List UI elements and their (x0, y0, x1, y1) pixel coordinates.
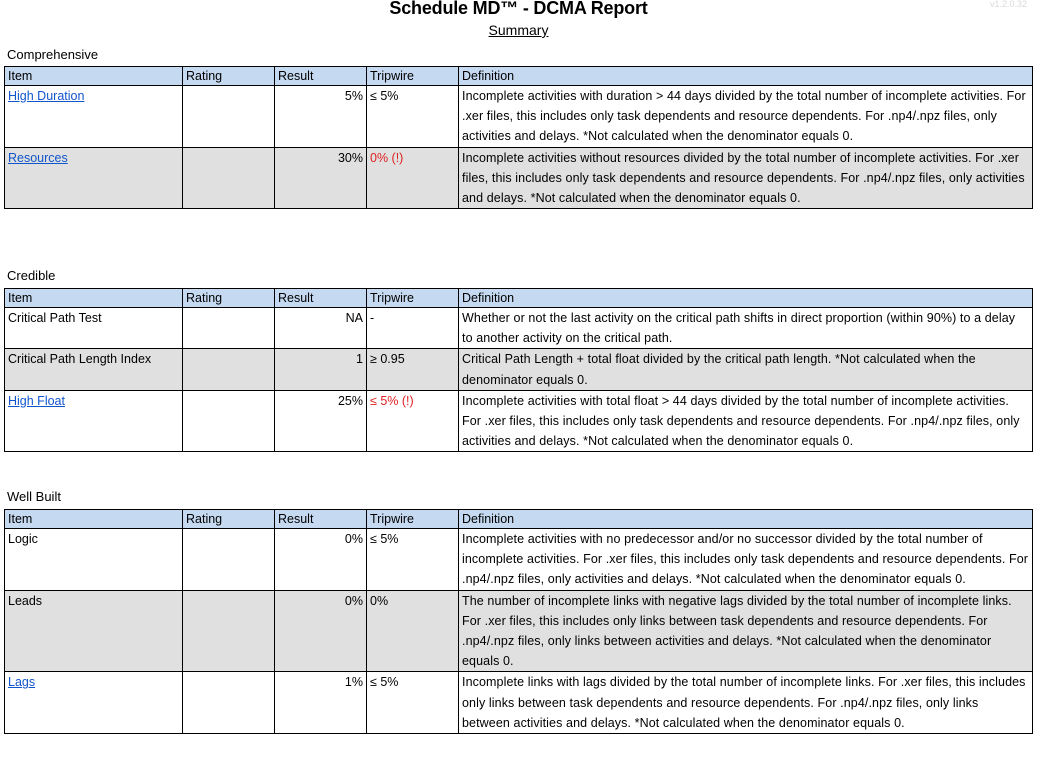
result-cell: 1% (275, 672, 367, 734)
result-cell: 5% (275, 86, 367, 148)
definition-cell: Incomplete activities without resources divided by the total number of incomplete activities. For .xer files, this includes only task dependents and resource dependents. For .np4/.npz files, only activities and delays. *Not calculated when the denominator equals 0. (459, 147, 1033, 209)
table-row (5, 349, 1033, 390)
table-row (5, 308, 1033, 349)
table-header-row (5, 67, 1033, 86)
table-header-row (5, 289, 1033, 308)
rating-cell (183, 147, 275, 209)
version-label: v1.2.0.32 (989, 0, 1027, 9)
table-row (5, 672, 1033, 734)
rating-cell (183, 308, 275, 349)
report-subtitle (0, 22, 1037, 38)
header-item: Item (5, 289, 183, 308)
section-label-well-built: Well Built (7, 489, 61, 504)
header-rating: Rating (183, 67, 275, 86)
header-tripwire: Tripwire (367, 289, 459, 308)
item-cell: Critical Path Length Index (5, 349, 183, 390)
definition-cell: Incomplete activities with duration > 44 days divided by the total number of incomplete activities. For .xer files, this includes only task dependents and resource dependents. For .np4/.npz files, only activities and delays. *Not calculated when the denominator equals 0. (459, 86, 1033, 148)
tripwire-cell: ≤ 5% (!) (367, 390, 459, 452)
header-definition: Definition (459, 289, 1033, 308)
well-built-table (4, 509, 1033, 734)
credible-table (4, 288, 1033, 452)
item-cell (5, 390, 183, 452)
table-row (5, 590, 1033, 672)
rating-cell (183, 349, 275, 390)
item-cell (5, 672, 183, 734)
result-cell: NA (275, 308, 367, 349)
header-definition: Definition (459, 510, 1033, 529)
rating-cell (183, 590, 275, 672)
result-cell: 1 (275, 349, 367, 390)
section-label-credible: Credible (7, 268, 56, 283)
tripwire-cell: ≤ 5% (367, 86, 459, 148)
header-item: Item (5, 67, 183, 86)
tripwire-cell: ≥ 0.95 (367, 349, 459, 390)
tripwire-cell: 0% (!) (367, 147, 459, 209)
high-duration-link[interactable]: High Duration (8, 89, 85, 103)
definition-cell: Incomplete links with lags divided by the total number of incomplete links. For .xer files, this includes only links between task dependents and resource dependents. For .np4/.npz files, only links between activities and delays. *Not calculated when the denominator equals 0. (459, 672, 1033, 734)
item-cell: Leads (5, 590, 183, 672)
header-result: Result (275, 510, 367, 529)
result-cell: 0% (275, 529, 367, 591)
rating-cell (183, 390, 275, 452)
subtitle-text: Summary (488, 22, 549, 38)
tripwire-cell: 0% (367, 590, 459, 672)
item-cell (5, 147, 183, 209)
header-result: Result (275, 289, 367, 308)
tripwire-cell: ≤ 5% (367, 672, 459, 734)
definition-cell: The number of incomplete links with negative lags divided by the total number of incomplete links. For .xer files, this includes only links between task dependents and resource dependents. For .np4/.npz files, only links between activities and delays. *Not calculated when the denominator equals 0. (459, 590, 1033, 672)
item-cell: Logic (5, 529, 183, 591)
result-cell: 30% (275, 147, 367, 209)
lags-link[interactable]: Lags (8, 675, 36, 690)
table-row (5, 529, 1033, 591)
tripwire-cell: ≤ 5% (367, 529, 459, 591)
definition-cell: Incomplete activities with total float > 44 days divided by the total number of incomplete activities. For .xer files, this includes only task dependents and resource dependents. For .np4/.npz files, only activities and delays. *Not calculated when the denominator equals 0. (459, 390, 1033, 452)
header-result: Result (275, 67, 367, 86)
high-float-link[interactable]: High Float (8, 393, 65, 408)
table-row (5, 86, 1033, 148)
header-item: Item (5, 510, 183, 529)
table-row (5, 390, 1033, 452)
rating-cell (183, 529, 275, 591)
item-cell (5, 86, 183, 148)
table-row (5, 147, 1033, 209)
table-header-row (5, 510, 1033, 529)
header-rating: Rating (183, 289, 275, 308)
header-tripwire: Tripwire (367, 510, 459, 529)
definition-cell: Whether or not the last activity on the critical path shifts in direct proportion (within 90%) to a delay to another activity on the critical path. (459, 308, 1033, 349)
definition-cell: Critical Path Length + total float divided by the critical path length. *Not calculated when the denominator equals 0. (459, 349, 1033, 390)
header-rating: Rating (183, 510, 275, 529)
header-tripwire: Tripwire (367, 67, 459, 86)
result-cell: 25% (275, 390, 367, 452)
resources-link[interactable]: Resources (8, 150, 68, 165)
item-cell: Critical Path Test (5, 308, 183, 349)
comprehensive-table (4, 66, 1033, 209)
report-title: Schedule MD™ - DCMA Report (389, 0, 648, 18)
header-definition: Definition (459, 67, 1033, 86)
rating-cell (183, 86, 275, 148)
result-cell: 0% (275, 590, 367, 672)
rating-cell (183, 672, 275, 734)
section-label-comprehensive: Comprehensive (7, 47, 99, 62)
definition-cell: Incomplete activities with no predecessor and/or no successor divided by the total number of incomplete activities. For .xer files, this includes only task dependents and resource dependents. For .np4/.npz files, only activities and delays. *Not calculated when the denominator equals 0. (459, 529, 1033, 591)
tripwire-cell: - (367, 308, 459, 349)
